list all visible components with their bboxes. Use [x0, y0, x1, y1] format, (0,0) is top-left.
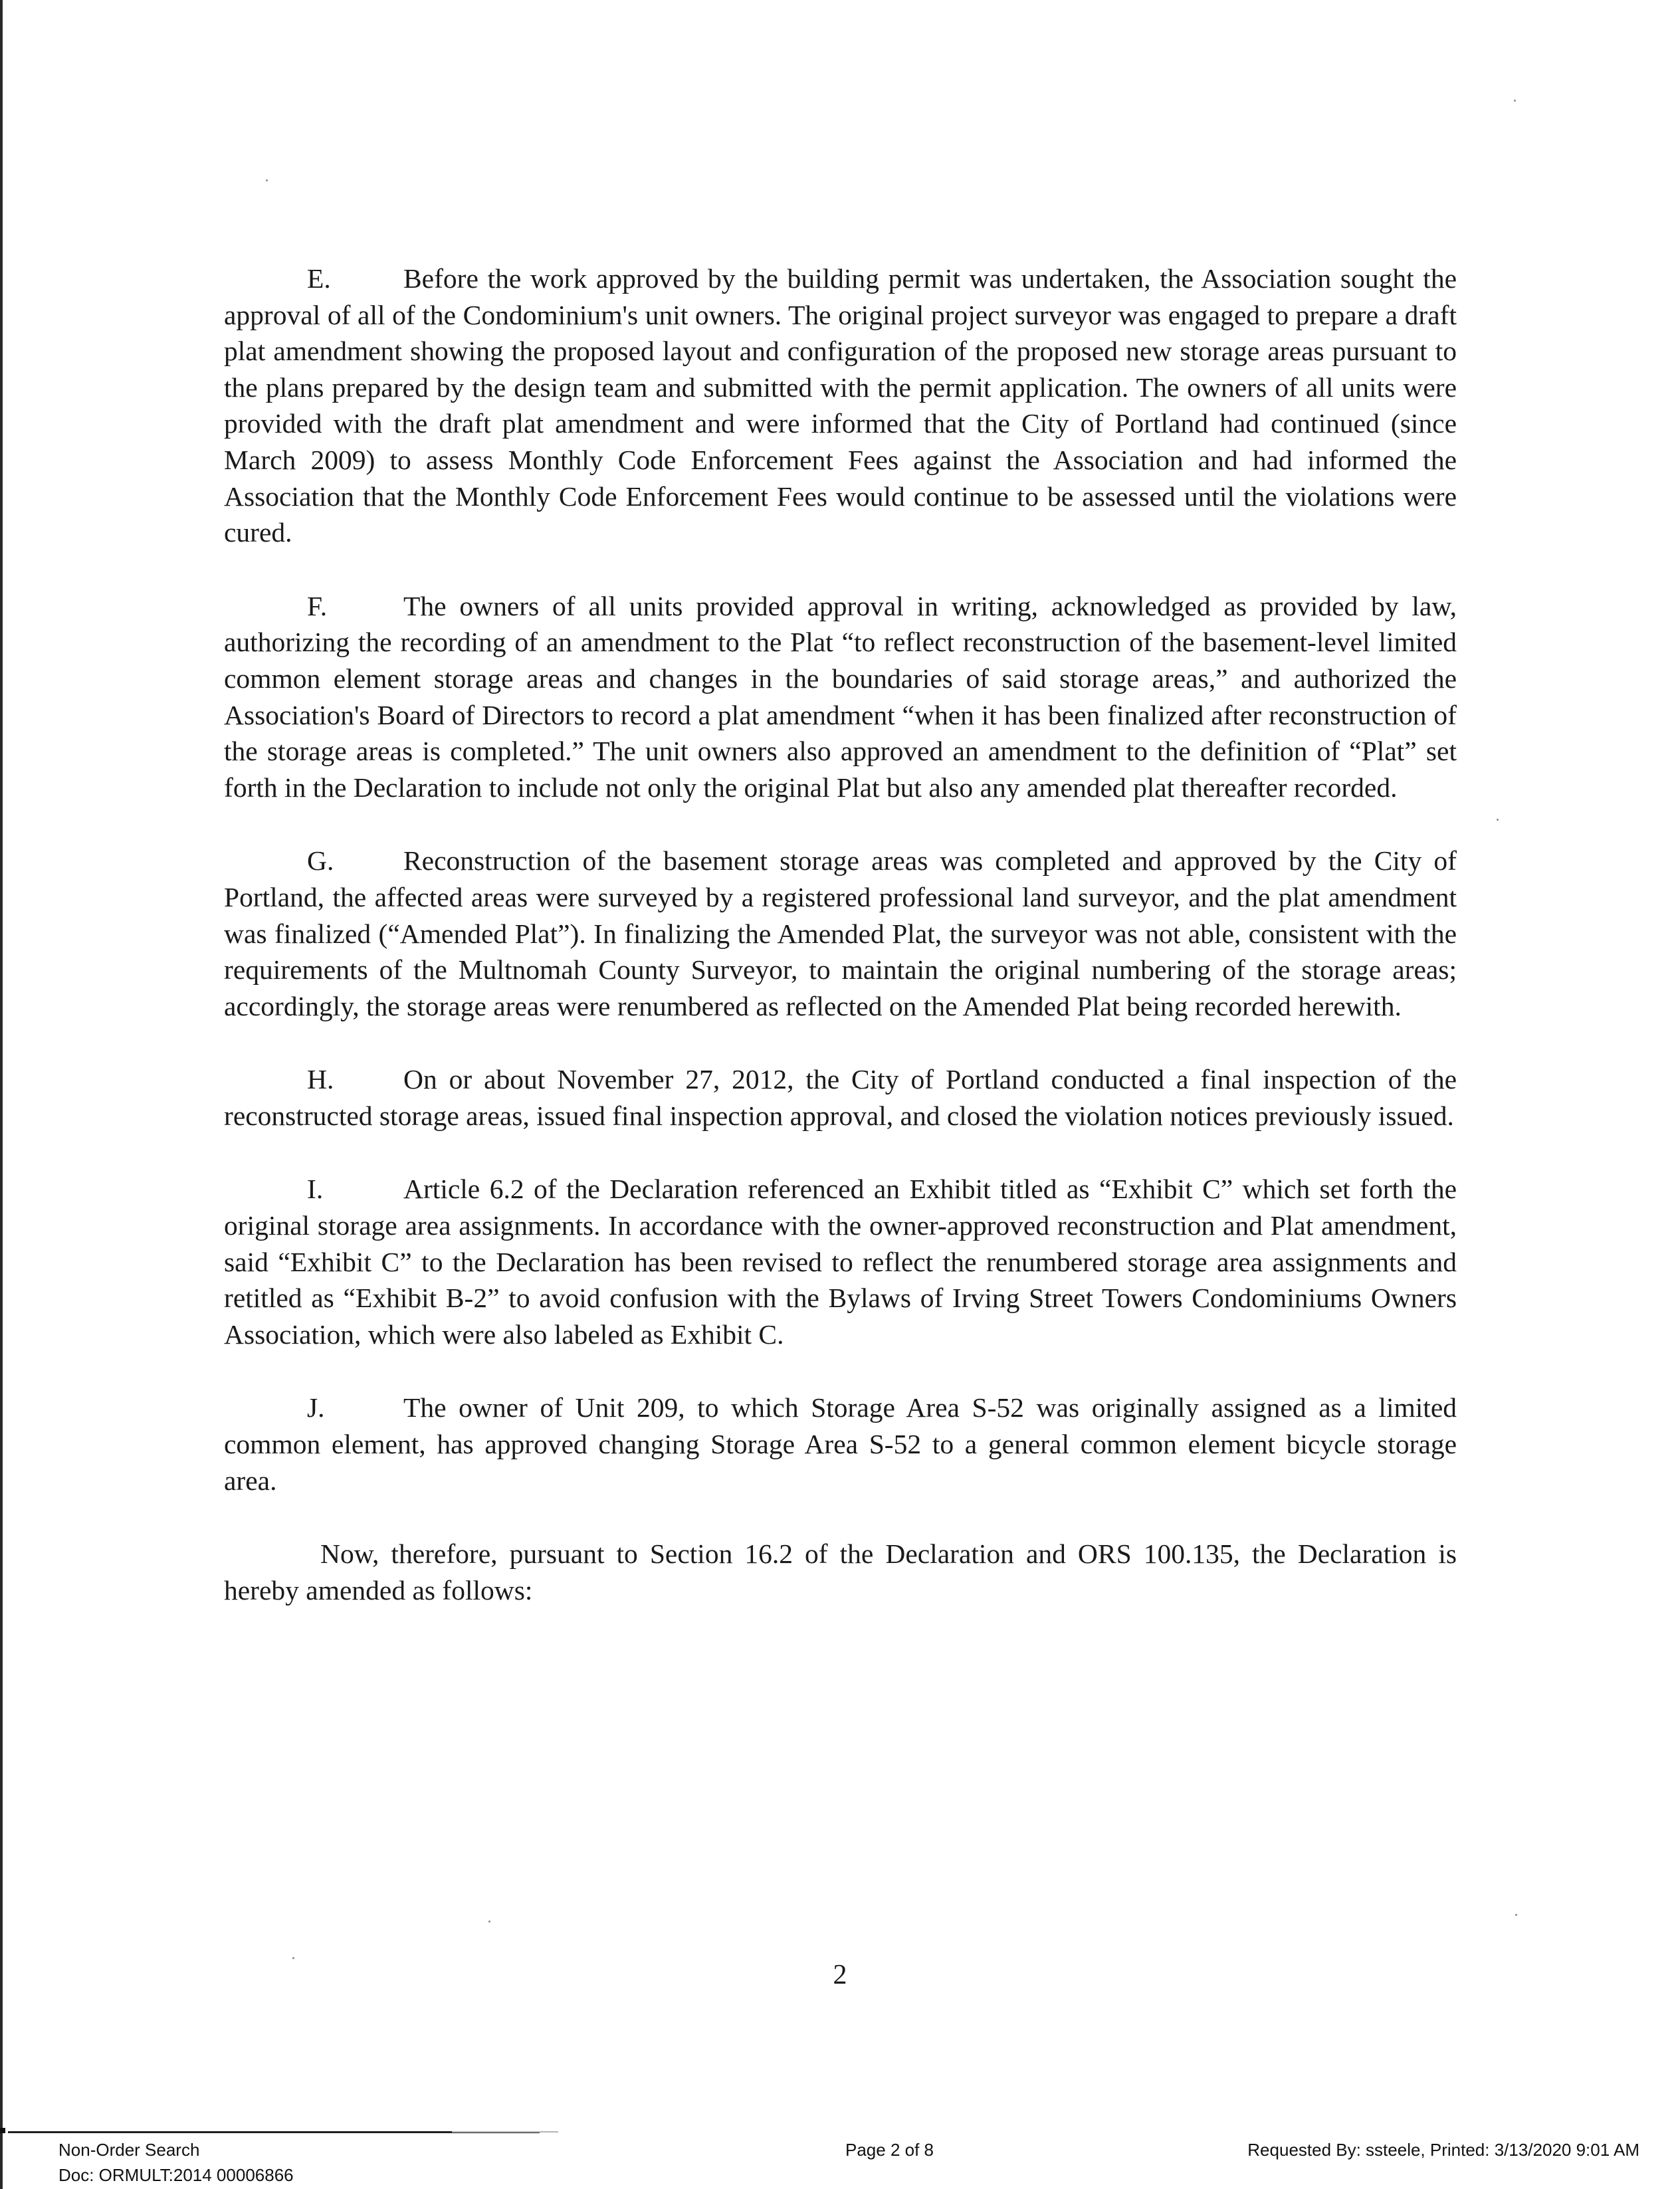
- scan-left-edge: [0, 0, 3, 2189]
- scan-speck: [1514, 100, 1516, 102]
- footer-doc-id: Doc: ORMULT:2014 00006866: [58, 2165, 294, 2185]
- paragraph-g: [224, 843, 1457, 1024]
- scan-speck: [1515, 1914, 1517, 1916]
- scan-speck: [266, 179, 268, 181]
- page-number: 2: [833, 1960, 847, 1990]
- closing-paragraph: [224, 1536, 1457, 1608]
- paragraph-h-letter: H.: [307, 1064, 334, 1095]
- scan-speck: [488, 1921, 490, 1923]
- document-body: [224, 261, 1457, 1645]
- footer-page-of: Page 2 of 8: [845, 2140, 934, 2160]
- paragraph-i-letter: I.: [307, 1174, 324, 1205]
- footer-requested-by: Requested By: ssteele, Printed: 3/13/2020 9:01 AM: [1247, 2140, 1639, 2160]
- paragraph-f-letter: F.: [307, 590, 328, 621]
- paragraph-h: [224, 1061, 1457, 1134]
- footer-rule-faint: [452, 2131, 558, 2133]
- paragraph-h-text: On or about November 27, 2012, the City of Portland conducted a final inspection of the reconstructed storage areas, issued final inspection approval, and closed the violation notices previously issued.: [224, 1064, 1457, 1131]
- paragraph-f: [224, 588, 1457, 806]
- paragraph-j: [224, 1390, 1457, 1499]
- scan-speck: [292, 1957, 294, 1959]
- scan-speck: [1497, 819, 1499, 821]
- paragraph-g-letter: G.: [307, 845, 334, 877]
- paragraph-e-text: Before the work approved by the building permit was undertaken, the Association sought the approval of all of the Condominium's unit owners. The original project surveyor was engaged to prepare a draft plat amendment showing the proposed layout and configuration of the proposed new storage areas pursuant to the plans prepared by the design team and submitted with the permit application. The owners of all units were provided with the draft plat amendment and were informed that the City of Portland had continued (since March 2009) to assess Monthly Code Enforcement Fees against the Association and had informed the Association that the Monthly Code Enforcement Fees would continue to be assessed until the violations were cured.: [224, 263, 1457, 548]
- paragraph-e: [224, 261, 1457, 551]
- paragraph-i-text: Article 6.2 of the Declaration referenced an Exhibit titled as “Exhibit C” which set forth the original storage area assignments. In accordance with the owner-approved reconstruction and Plat amendment, said “Exhibit C” to the Declaration has been revised to reflect the renumbered storage area assignments and retitled as “Exhibit B-2” to avoid confusion with the Bylaws of Irving Street Towers Condominiums Owners Association, which were also labeled as Exhibit C.: [224, 1174, 1457, 1350]
- paragraph-j-text: The owner of Unit 209, to which Storage Area S-52 was originally assigned as a limited common element, has approved changing Storage Area S-52 to a general common element bicycle storage area.: [224, 1392, 1457, 1496]
- closing-text: Now, therefore, pursuant to Section 16.2 of the Declaration and ORS 100.135, the Declaration is hereby amended as follows:: [224, 1538, 1457, 1606]
- footer-search-type: Non-Order Search: [58, 2140, 200, 2160]
- paragraph-e-letter: E.: [307, 263, 331, 294]
- paragraph-i: [224, 1171, 1457, 1352]
- paragraph-j-letter: J.: [307, 1392, 325, 1423]
- footer-mark: [0, 2128, 5, 2133]
- paragraph-g-text: Reconstruction of the basement storage areas was completed and approved by the City of Portland, the affected areas were surveyed by a registered professional land surveyor, and the plat amendment was finalized (“Amended Plat”). In finalizing the Amended Plat, the surveyor was not able, consistent with the requirements of the Multnomah County Surveyor, to maintain the original numbering of the storage areas; accordingly, the storage areas were renumbered as reflected on the Amended Plat being recorded herewith.: [224, 845, 1457, 1021]
- paragraph-f-text: The owners of all units provided approval in writing, acknowledged as provided by law, authorizing the recording of an amendment to the Plat “to reflect reconstruction of the basement-level limited common element storage areas and changes in the boundaries of said storage areas,” and authorized the Association's Board of Directors to record a plat amendment “when it has been finalized after reconstruction of the storage areas is completed.” The unit owners also approved an amendment to the definition of “Plat” set forth in the Declaration to include not only the original Plat but also any amended plat thereafter recorded.: [224, 590, 1457, 803]
